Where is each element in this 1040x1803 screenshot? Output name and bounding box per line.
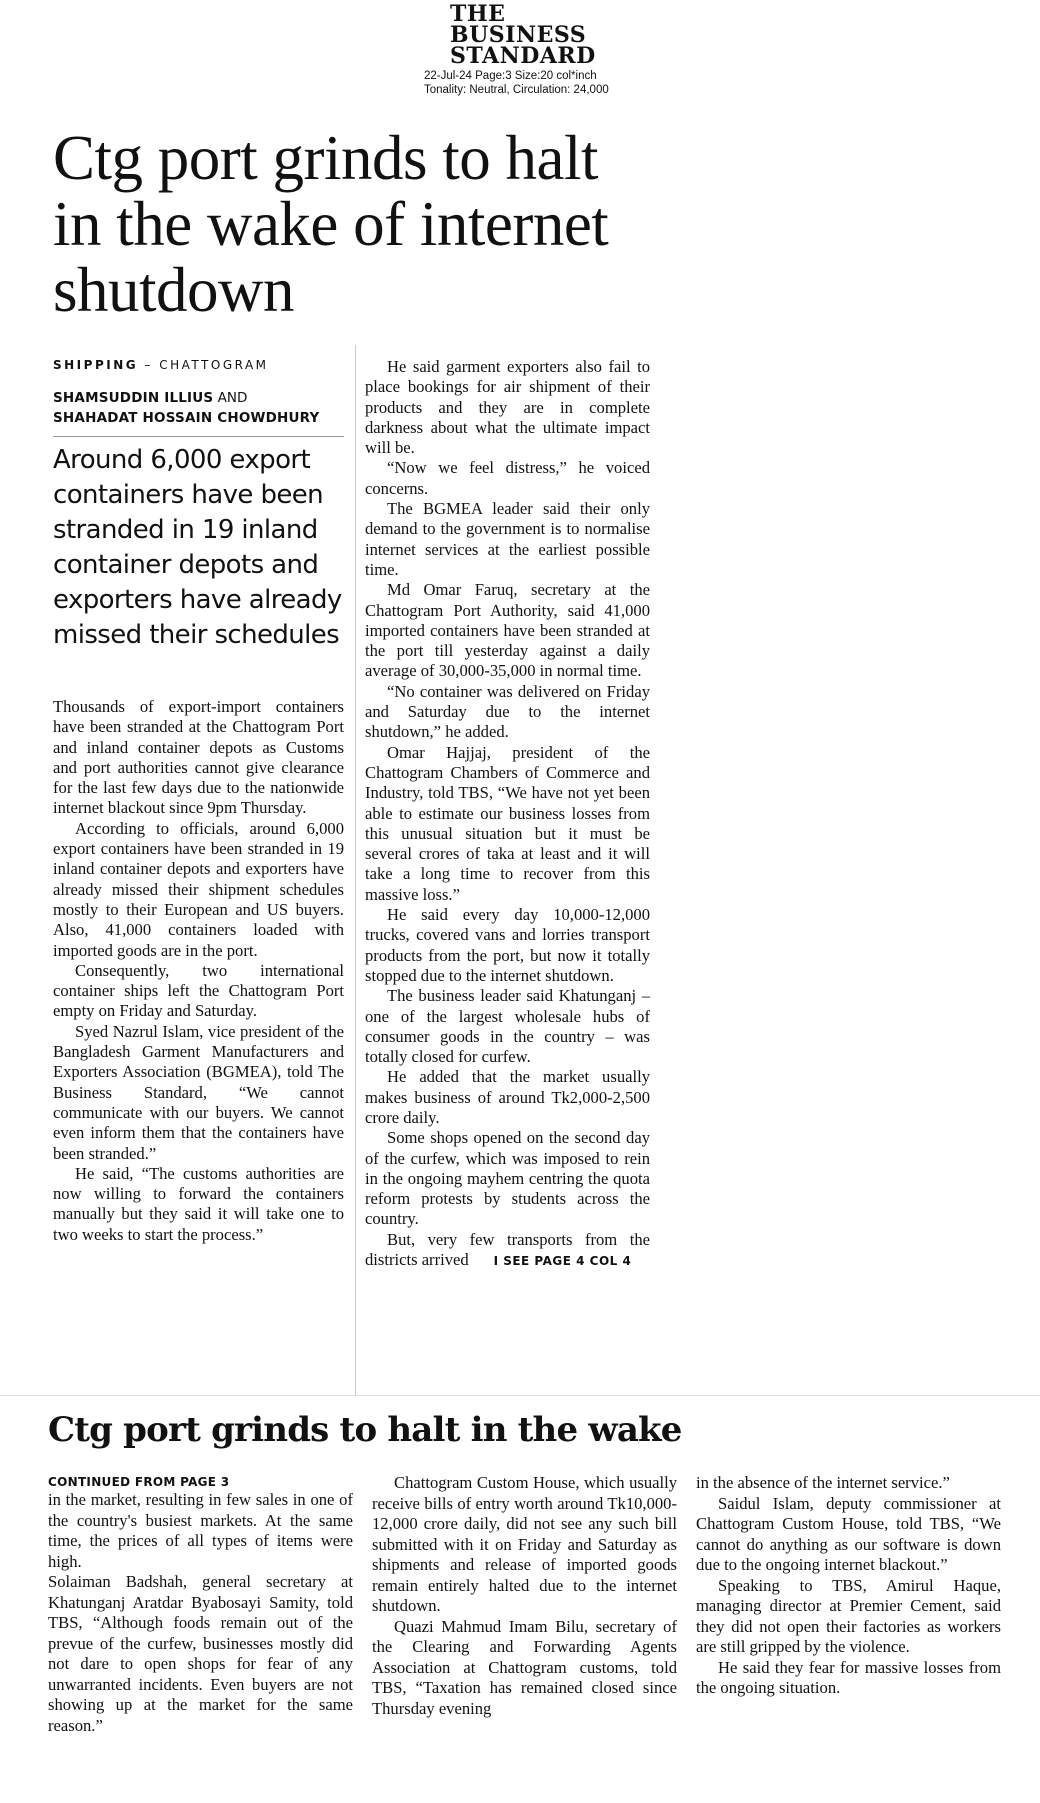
logo-line: BUSINESS	[450, 22, 587, 48]
clipping-meta	[424, 69, 630, 97]
logo-line: STANDARD	[450, 43, 596, 69]
paragraph: Chattogram Custom House, which usually receive bills of entry worth around Tk10,000-12,000 crore daily, did not see any such bill submitted with it on Friday and Saturday as shipments and release of imported goods remain entirely halted due to the internet shutdown.	[372, 1473, 677, 1615]
kicker-separator: –	[138, 358, 160, 372]
paragraph: The business leader said Khatunganj – one of the largest wholesale hubs of consumer goods in the country – was totally closed for curfew.	[365, 986, 650, 1067]
see-page-jump: I SEE PAGE 4 COL 4	[493, 1254, 632, 1269]
column-rule	[355, 345, 356, 1395]
section-kicker	[53, 358, 344, 372]
logo-line: THE	[450, 1, 506, 27]
paragraph: Solaiman Badshah, general secretary at Khatunganj Aratdar Byabosayi Samity, told TBS, “Although foods remain out of the prevue of the curfew, businesses mostly did not dare to open shops for fear of any unwarranted incidents. Even buyers are not showing up at the market for the same reason.”	[48, 1572, 353, 1735]
paragraph: Saidul Islam, deputy commissioner at Chattogram Custom House, told TBS, “We cannot do anything as our software is down due to the ongoing internet blackout.”	[696, 1493, 1001, 1574]
paragraph: Omar Hajjaj, president of the Chattogram Chambers of Commerce and Industry, told TBS, “We have not yet been able to estimate our business losses from this unusual situation but it must be several crores of taka at least and it will take a long time to recover from this massive loss.”	[365, 742, 650, 904]
paragraph: “No container was delivered on Friday and Saturday due to the internet shutdown,” he added.	[365, 681, 650, 742]
publication-logo	[450, 1, 630, 69]
paragraph: Quazi Mahmud Imam Bilu, secretary of the Clearing and Forwarding Agents Association at Chattogram customs, told TBS, “Taxation has remained closed since Thursday evening	[372, 1616, 677, 1718]
clipping-date-size: 22-Jul-24 Page:3 Size:20 col*inch	[424, 70, 597, 82]
byline	[53, 388, 344, 428]
paragraph: in the market, resulting in few sales in one of the country's busiest markets. At the same time, the prices of all types of items were high.	[48, 1490, 353, 1571]
paragraph: He said garment exporters also fail to place bookings for air shipment of their products and they are in complete darkness about what the ultimate impact will be.	[365, 357, 650, 458]
paragraph: Syed Nazrul Islam, vice president of the Bangladesh Garment Manufacturers and Exporters Association (BGMEA), told The Business Standard, “We cannot communicate with our buyers. We cannot even inform them that the containers have been stranded.”	[53, 1021, 344, 1163]
paragraph: Consequently, two international container ships left the Chattogram Port empty on Friday and Saturday.	[53, 960, 344, 1021]
continuation-column-1	[48, 1490, 353, 1736]
article-headline: Ctg port grinds to halt in the wake of internet shutdown	[53, 123, 609, 325]
paragraph: He said they fear for massive losses from the ongoing situation.	[696, 1657, 1001, 1697]
paragraph: He said every day 10,000-12,000 trucks, covered vans and lorries transport products from the port, but now it totally stopped due to the internet shutdown.	[365, 905, 650, 985]
continuation-column-2	[372, 1473, 677, 1719]
kicker-section: SHIPPING	[53, 358, 139, 372]
paragraph: “Now we feel distress,” he voiced concerns.	[365, 458, 650, 498]
paragraph: He added that the market usually makes business of around Tk2,000-2,500 crore daily.	[365, 1067, 650, 1127]
paragraph: Some shops opened on the second day of the curfew, which was imposed to rein in the ongoing mayhem centring the quota reform protests by students across the country.	[365, 1128, 650, 1229]
divider	[53, 436, 344, 437]
article-intro	[53, 358, 344, 653]
article-column-2	[365, 357, 650, 1271]
paragraph-text: But, very few transports from the districts arrived	[365, 1229, 650, 1270]
article-column-1	[53, 697, 344, 1245]
paragraph: Speaking to TBS, Amirul Haque, managing director at Premier Cement, said they did not open their factories as workers are still gripped by the violence.	[696, 1575, 1001, 1656]
continuation-column-3	[696, 1473, 1001, 1699]
author-name: SHAMSUDDIN ILLIUS	[53, 390, 214, 406]
masthead	[424, 1, 630, 97]
paragraph: Thousands of export-import containers have been stranded at the Chattogram Port and inland container depots as Customs and port authorities cannot give clearance for the last few days due to the nationwide internet blackout since 9pm Thursday.	[53, 697, 344, 818]
paragraph: Md Omar Faruq, secretary at the Chattogram Port Authority, said 41,000 imported containers have been stranded at the port till yesterday against a daily average of 30,000-35,000 in normal time.	[365, 580, 650, 681]
clipping-tonality: Tonality: Neutral, Circulation: 24,000	[424, 84, 609, 96]
paragraph-last	[365, 1230, 650, 1272]
paragraph: The BGMEA leader said their only demand to the government is to normalise internet services at the earliest possible time.	[365, 499, 650, 579]
author-name: SHAHADAT HOSSAIN CHOWDHURY	[53, 410, 320, 426]
continuation-headline: Ctg port grinds to halt in the wake	[48, 1410, 682, 1450]
byline-and: AND	[213, 390, 248, 406]
paragraph: in the absence of the internet service.”	[696, 1473, 950, 1492]
continued-label: CONTINUED FROM PAGE 3	[48, 1475, 230, 1489]
paragraph: According to officials, around 6,000 export containers have been stranded in 19 inland container depots and exporters have already missed their shipment schedules mostly to their European and US buyers. Also, 41,000 containers loaded with imported goods are in the port.	[53, 818, 344, 960]
clipping-separator	[0, 1395, 1040, 1396]
standfirst: Around 6,000 export containers have been stranded in 19 inland container depots and exporters have already missed their schedules	[53, 445, 342, 650]
paragraph: He said, “The customs authorities are now willing to forward the containers manually but they said it will take one to two weeks to start the process.”	[53, 1163, 344, 1244]
kicker-place: CHATTOGRAM	[159, 358, 269, 372]
